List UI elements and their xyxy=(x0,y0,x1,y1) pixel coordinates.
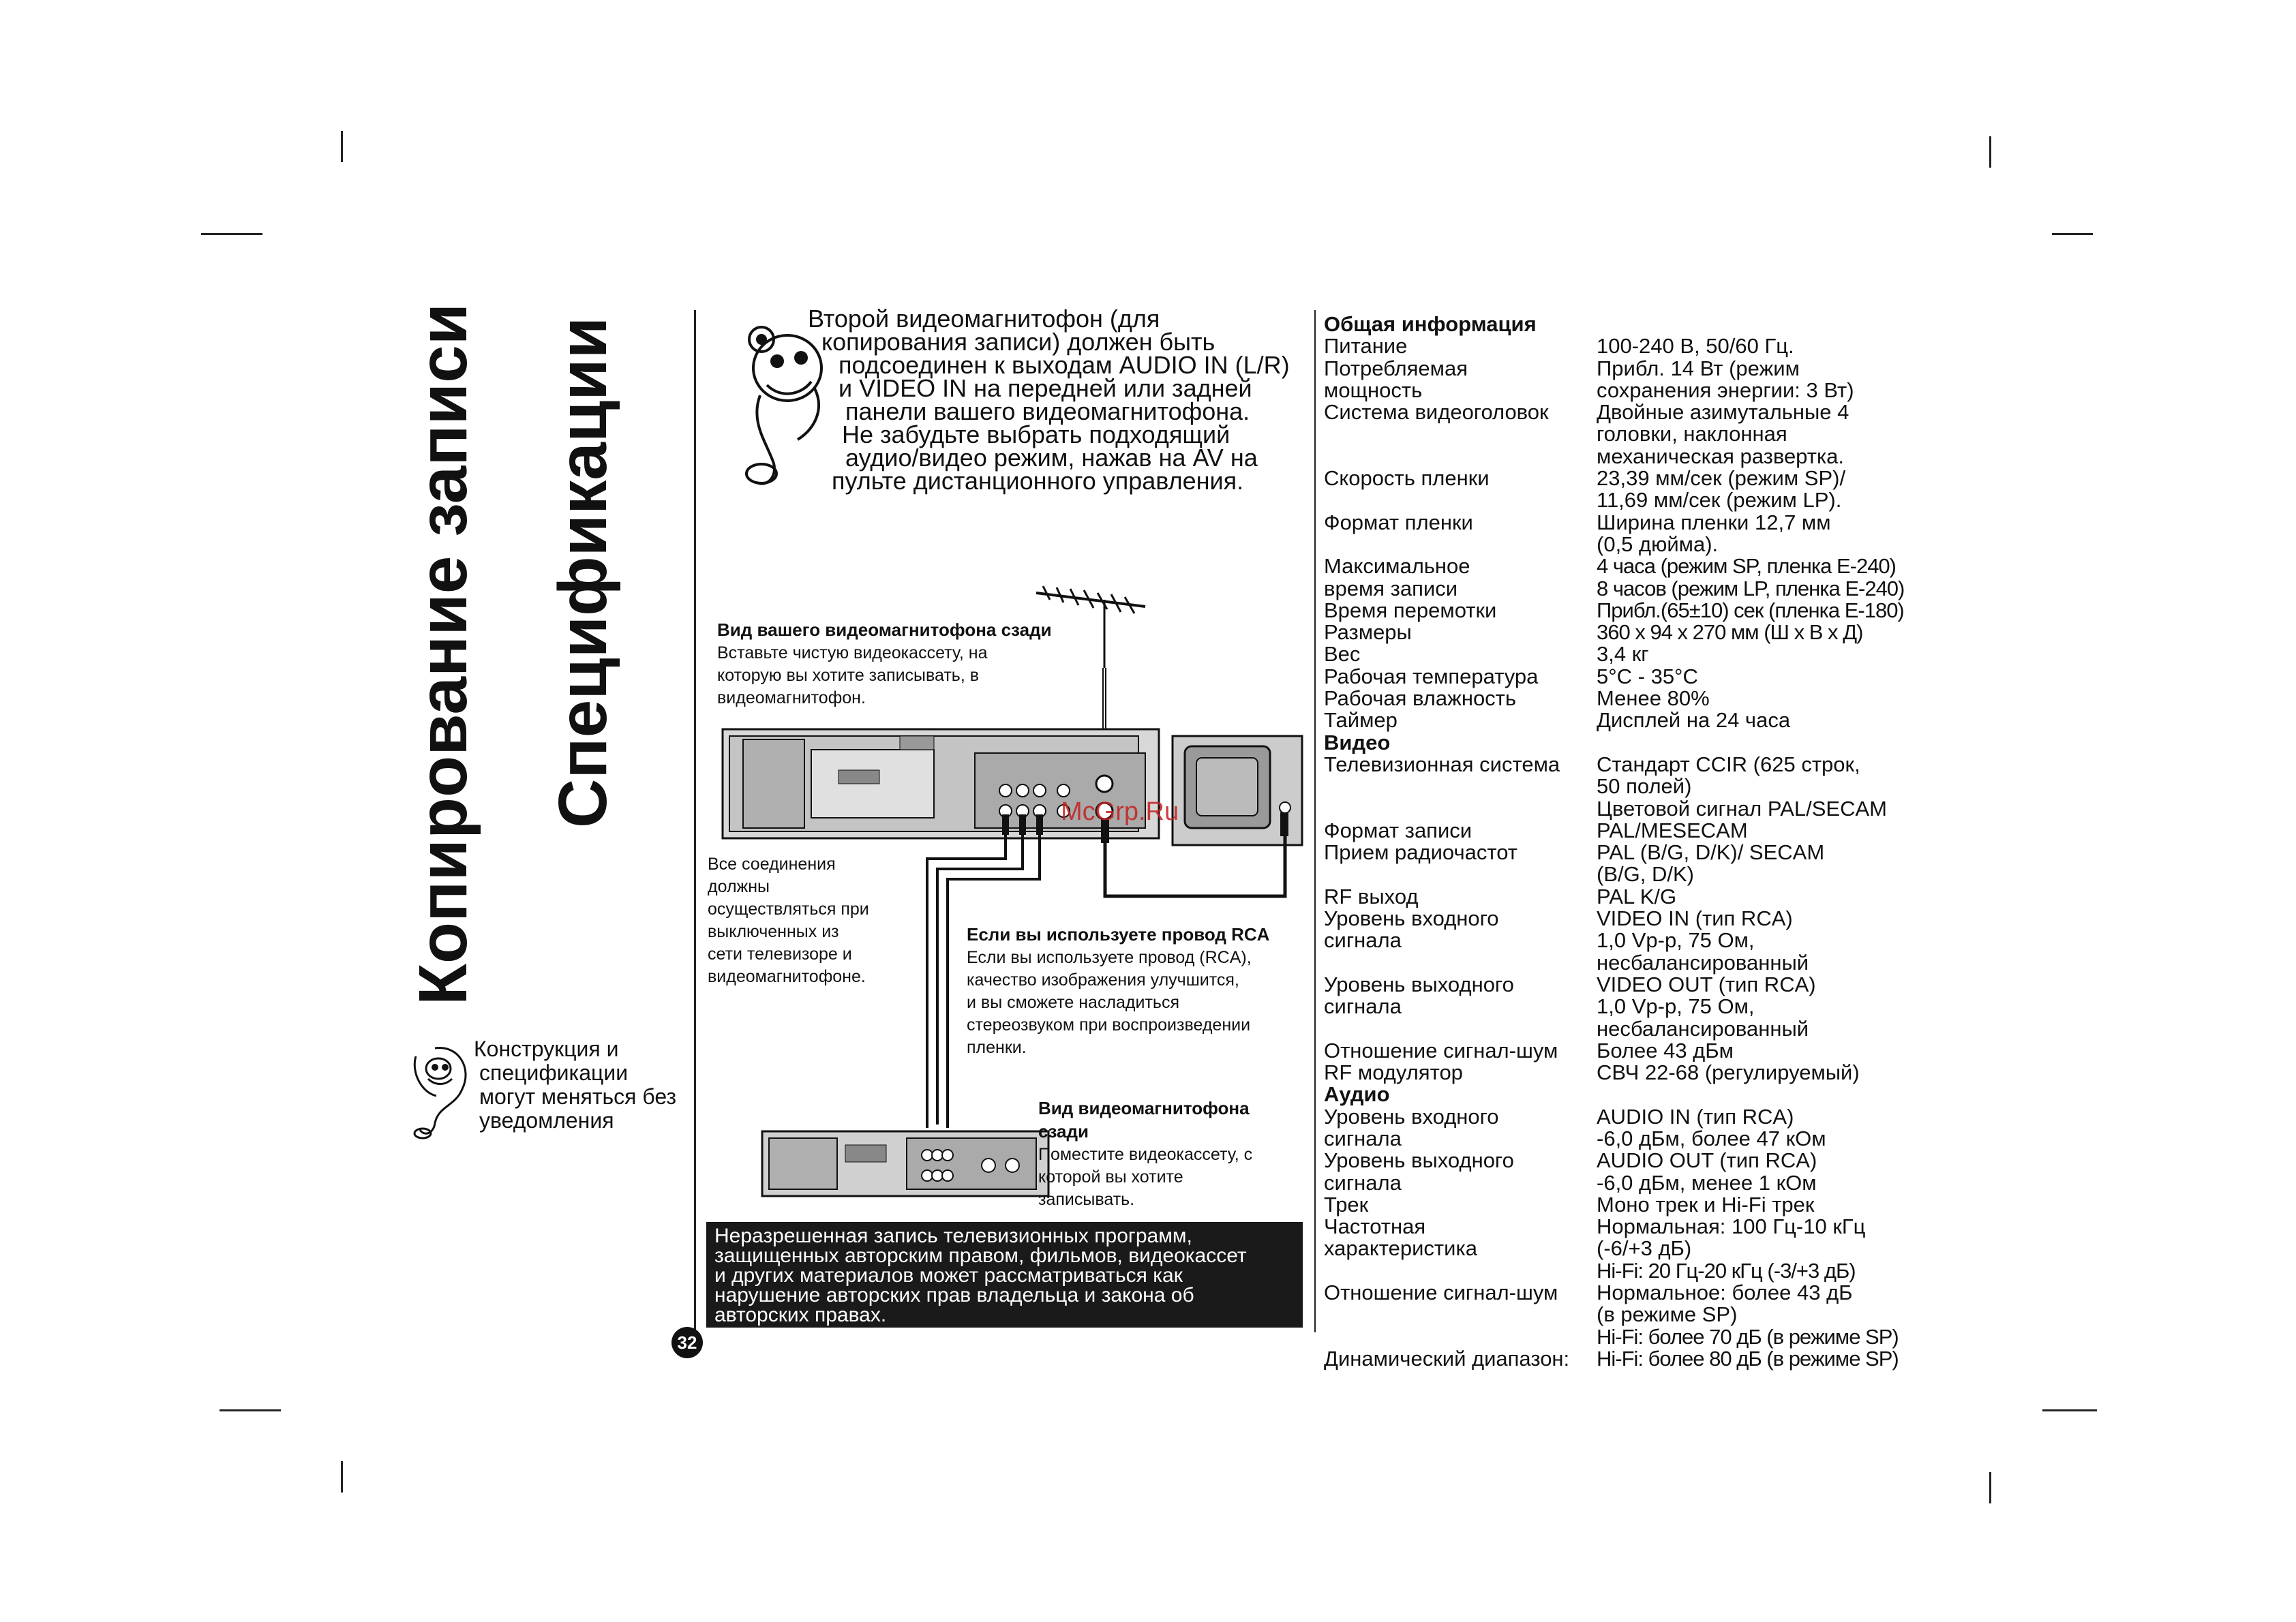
spec-label: Рабочая влажность xyxy=(1324,686,1517,711)
rear-view-caption: Вид вашего видеомагнитофона сзади Вставьте чистую видеокассету, на которую вы хотите записывать, в видеомагнитофон. xyxy=(717,619,1052,707)
spec-row xyxy=(1324,688,1937,709)
spec-row xyxy=(1324,974,1937,1040)
spec-value: Двойные азимутальные 4 головки, наклонная механическая развертка. xyxy=(1597,400,1849,468)
spec-row xyxy=(1324,842,1937,886)
spec-row xyxy=(1324,709,1937,731)
spec-value: Hi-Fi: более 80 дБ (в режиме SP) xyxy=(1597,1346,1899,1371)
spec-row xyxy=(1324,1216,1937,1282)
spec-row xyxy=(1324,820,1937,842)
spec-value: СВЧ 22-68 (регулируемый) xyxy=(1597,1060,1860,1085)
spec-value: Стандарт CCIR (625 строк, 50 полей) Цветовой сигнал PAL/SECAM xyxy=(1597,752,1887,821)
spec-row xyxy=(1324,401,1937,468)
spec-value: PAL K/G xyxy=(1597,884,1677,908)
spec-label: Формат записи xyxy=(1324,818,1472,842)
spec-value: Моно трек и Hi-Fi трек xyxy=(1597,1192,1815,1216)
spec-row xyxy=(1324,754,1937,820)
crop-mark xyxy=(2042,1409,2097,1411)
spec-value: AUDIO OUT (тип RCA) -6,0 дБм, менее 1 кОм xyxy=(1597,1148,1817,1195)
spec-value: Прибл.(65±10) сек (пленка E-180) xyxy=(1597,598,1904,622)
watermark: McGrp.Ru xyxy=(1061,797,1179,826)
spec-label: Уровень входного сигнала xyxy=(1324,1104,1499,1150)
spec-row xyxy=(1324,1194,1937,1216)
antenna-icon xyxy=(1036,586,1145,668)
general-specs xyxy=(1324,335,1937,731)
spec-row xyxy=(1324,512,1937,556)
spec-label: Скорость пленки xyxy=(1324,466,1490,491)
spec-row xyxy=(1324,666,1937,688)
spec-row xyxy=(1324,1282,1937,1348)
spec-label: Уровень выходного сигнала xyxy=(1324,972,1514,1019)
spec-row xyxy=(1324,643,1937,665)
spec-row xyxy=(1324,622,1937,643)
spec-value: Более 43 дБм xyxy=(1597,1038,1734,1062)
spec-label: Уровень выходного сигнала xyxy=(1324,1148,1514,1195)
section-general: Общая информация xyxy=(1324,312,1537,336)
crop-mark xyxy=(220,1409,281,1411)
spec-value: Менее 80% xyxy=(1597,686,1710,711)
spec-row xyxy=(1324,886,1937,908)
spec-label: Отношение сигнал-шум xyxy=(1324,1038,1558,1062)
spec-row xyxy=(1324,358,1937,402)
spec-value: 100-240 В, 50/60 Гц. xyxy=(1597,334,1794,358)
spec-label: Формат пленки xyxy=(1324,510,1473,534)
spec-row xyxy=(1324,1106,1937,1150)
page-number: 32 xyxy=(671,1327,703,1358)
spec-row xyxy=(1324,335,1937,357)
spec-label: Рабочая температура xyxy=(1324,664,1539,688)
spec-label: Прием радиочастот xyxy=(1324,840,1517,865)
spec-label: Таймер xyxy=(1324,708,1398,733)
connections-note: Все соединения должны осуществляться при выключенных из сети телевизоре и видеомагнитофоне. xyxy=(708,855,869,986)
spec-label: RF модулятор xyxy=(1324,1060,1463,1085)
spec-value: 4 часа (режим SP, пленка E-240) 8 часов (режим LP, пленка E-240) xyxy=(1597,554,1905,600)
spec-value: Нормальное: более 43 дБ (в режиме SP) Hi-Fi: более 70 дБ (в режиме SP) xyxy=(1597,1281,1899,1349)
spec-label: Размеры xyxy=(1324,620,1412,645)
spec-label: Динамический диапазон: xyxy=(1324,1346,1570,1371)
spec-row xyxy=(1324,468,1937,512)
spec-row xyxy=(1324,1150,1937,1194)
spec-label: Отношение сигнал-шум xyxy=(1324,1281,1558,1305)
page-title-specs: Спецификации xyxy=(545,316,621,828)
spec-label: RF выход xyxy=(1324,884,1419,908)
intro-text: Второй видеомагнитофон (для копирования записи) должен быть подсоединен к выходам AUDIO IN (L/R) и VIDEO IN на передней или задней панели вашего видеомагнитофона. Не забудьте выбрать подходящий аудио/видео режим, нажав на AV на пульте дистанционного управления. xyxy=(808,305,1290,495)
crop-mark xyxy=(2052,233,2093,235)
spec-value: 3,4 кг xyxy=(1597,642,1649,667)
spec-value: Прибл. 14 Вт (режим сохранения энергии: 3 Вт) xyxy=(1597,356,1854,402)
spec-value: 360 x 94 x 270 мм (Ш x В x Д) xyxy=(1597,620,1863,645)
crop-mark xyxy=(1989,136,1991,168)
spec-label: Максимальное время записи xyxy=(1324,554,1470,600)
rca-caption: Если вы используете провод RCA Если вы используете провод (RCA), качество изображения улучшится, и вы сможете насладиться стереозвуком при воспроизведении пленки. xyxy=(967,924,1270,1057)
copyright-warning: Неразрешенная запись телевизионных программ, защищенных авторским правом, фильмов, видеокассет и других материалов может рассматриваться как нарушение авторских прав владельца и закона об авторских правах. xyxy=(706,1222,1303,1328)
crop-mark xyxy=(341,1461,343,1493)
spec-row xyxy=(1324,1040,1937,1062)
page-title-copying: Копирование записи xyxy=(405,303,481,1005)
column-divider xyxy=(694,310,696,1339)
spec-label: Трек xyxy=(1324,1192,1369,1216)
spec-change-note: Конструкция и спецификации могут меняться без уведомления xyxy=(474,1037,677,1133)
spec-label: Потребляемая мощность xyxy=(1324,356,1468,402)
crop-mark xyxy=(1989,1472,1991,1503)
spec-label: Уровень входного сигнала xyxy=(1324,906,1499,953)
spec-row xyxy=(1324,908,1937,974)
section-video: Видео xyxy=(1324,730,1391,754)
spec-value: Ширина пленки 12,7 мм (0,5 дюйма). xyxy=(1597,510,1831,556)
spec-value: AUDIO IN (тип RCA) -6,0 дБм, более 47 кОм xyxy=(1597,1104,1826,1150)
section-audio: Аудио xyxy=(1324,1082,1390,1107)
crop-mark xyxy=(201,233,262,235)
spec-value: PAL (B/G, D/K)/ SECAM (B/G, D/K) xyxy=(1597,840,1825,887)
second-vcr-caption: Вид видеомагнитофона сзади Поместите видеокассету, с которой вы хотите записывать. xyxy=(1038,1098,1253,1209)
spec-row xyxy=(1324,600,1937,622)
video-specs xyxy=(1324,754,1937,1084)
specifications-table xyxy=(1324,313,1937,1370)
spec-label: Время перемотки xyxy=(1324,598,1497,622)
spec-value: VIDEO IN (тип RCA) 1,0 Vp-p, 75 Ом, несбалансированный xyxy=(1597,906,1809,975)
spec-label: Вес xyxy=(1324,642,1361,667)
spec-value: Нормальная: 100 Гц-10 кГц (-6/+3 дБ) Hi-Fi: 20 Гц-20 кГц (-3/+3 дБ) xyxy=(1597,1214,1866,1283)
spec-value: Дисплей на 24 часа xyxy=(1597,708,1791,733)
audio-specs xyxy=(1324,1106,1937,1371)
spec-row xyxy=(1324,555,1937,600)
column-divider xyxy=(1314,310,1316,1332)
mascot-icon xyxy=(408,1041,476,1140)
spec-value: 5°C - 35°C xyxy=(1597,664,1698,688)
spec-label: Телевизионная система xyxy=(1324,752,1560,776)
spec-row xyxy=(1324,1348,1937,1370)
spec-row xyxy=(1324,1062,1937,1084)
spec-value: 23,39 мм/сек (режим SP)/ 11,69 мм/сек (режим LP). xyxy=(1597,466,1846,512)
crop-mark xyxy=(341,131,343,162)
second-vcr-rear xyxy=(762,1131,1048,1196)
spec-label: Питание xyxy=(1324,334,1408,358)
spec-value: PAL/MESECAM xyxy=(1597,818,1748,842)
spec-label: Система видеоголовок xyxy=(1324,400,1549,425)
spec-label: Частотная характеристика xyxy=(1324,1214,1477,1261)
spec-value: VIDEO OUT (тип RCA) 1,0 Vp-p, 75 Ом, несбалансированный xyxy=(1597,972,1816,1041)
